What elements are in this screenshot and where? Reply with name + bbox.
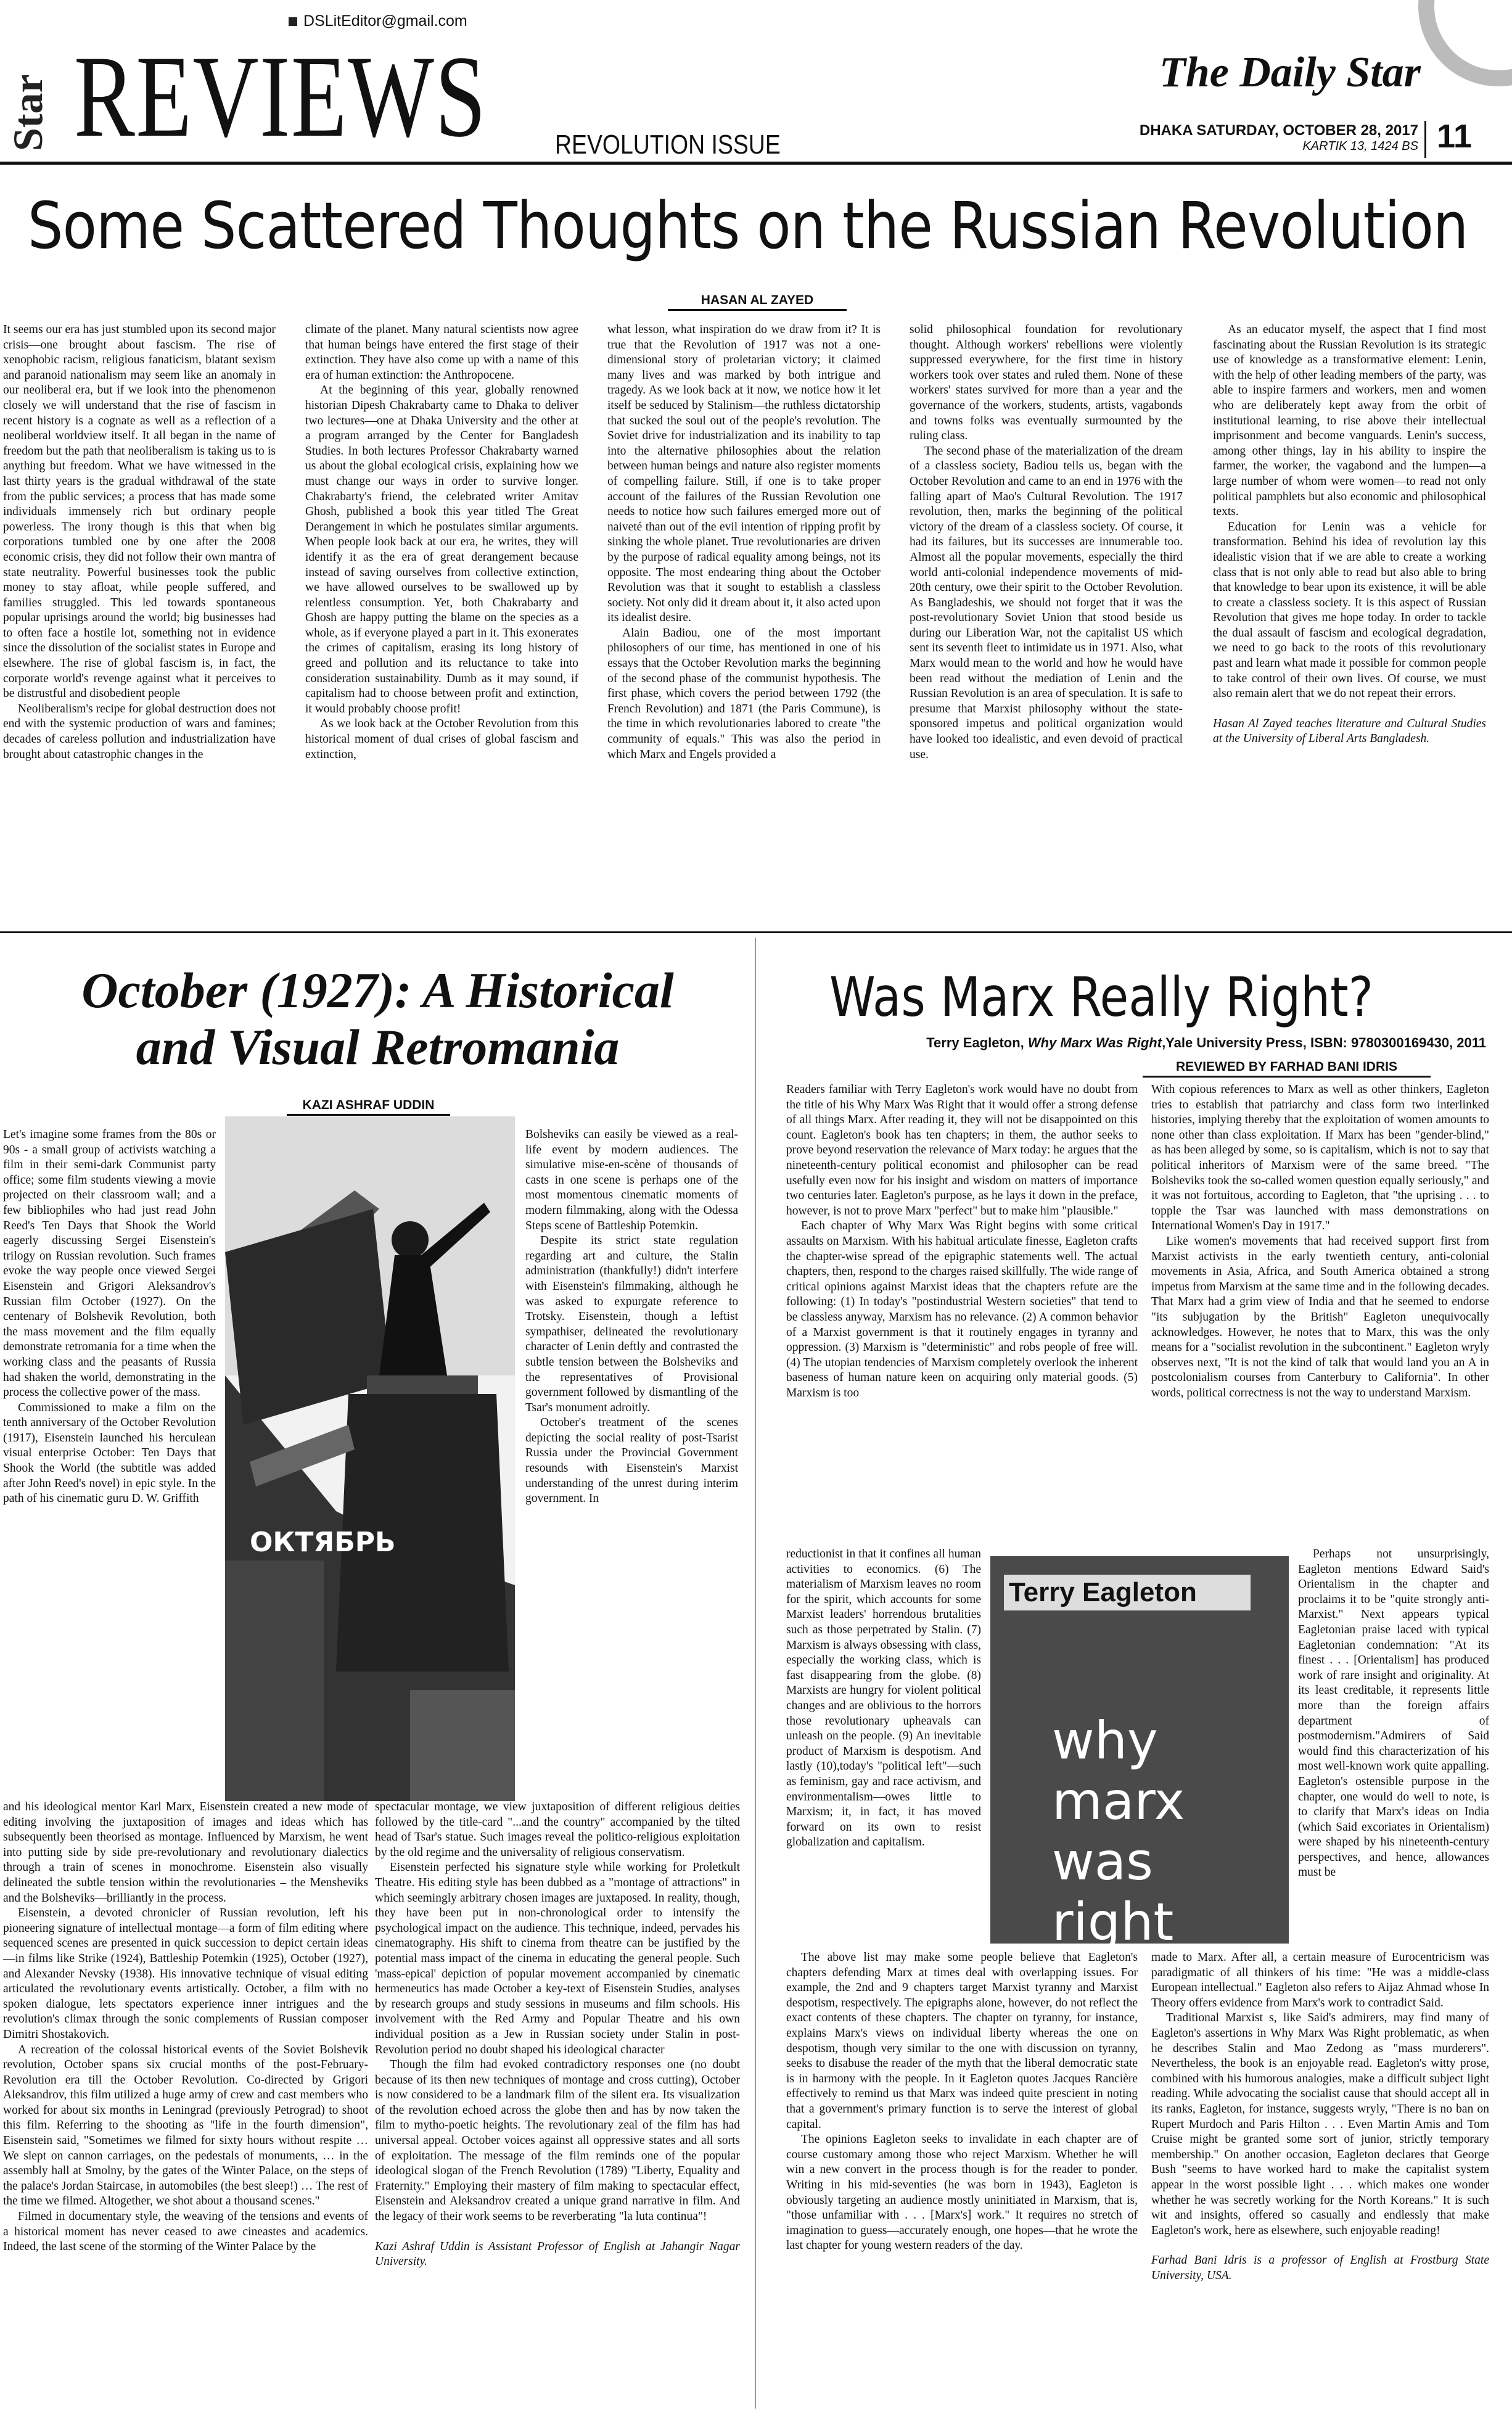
section-title: REVIEWS: [74, 32, 487, 162]
paragraph: The opinions Eagleton seeks to invalidate in each chapter are of course customary among those who reject Marxism. Whether he will win a new convert in the process though is for the reader to ponder. Writing in his mid-seventies (he was born in 1943), Eagleton is obviously targeting an audience mostly uninitiated in Marxism, that is, "those unfamiliar with . . . [Marx's] work." It requires no stretch of imagination to guess—accurately enough, one hopes—that he wrote the last chapter for young western readers of the day.: [786, 2133, 1138, 2253]
author-credit: Farhad Bani Idris is a professor of English at Frostburg State University, USA.: [1151, 2254, 1489, 2282]
poster-title-text: ОКТЯБРЬ: [250, 1527, 396, 1558]
article3-col1-bottom: [786, 1950, 1138, 2254]
paragraph: what lesson, what inspiration do we draw from it? It is true that the Revolution of 1917 was not a one-dimensional story of proletarian victory; it claimed many lives and was marked by both intrigue and tragedy. As we look back at it now, we notice how it let itself be seduced by Stalinism—the ruthless dictatorship that sucked the soul out of the people's revolution. The Soviet drive for industrialization and its inability to tap into the alternative philosophies about the relation between human beings and nature also register moments of compelling failure. Still, if one is to take proper account of the failures of the Russian Revolution one needs to notice how such failures emerged more out of naiveté than out of the evil intention of ripping profit by sinking the whole planet. True revolutionaries are driven by the purpose of radical equality among beings, not its opposite. The most endearing thing about the October Revolution was that it sought to establish a classless society. Not only did it dream about it, it also acted upon its idealist desire.: [607, 323, 881, 625]
author-credit: Kazi Ashraf Uddin is Assistant Professor of English at Jahangir Nagar University.: [375, 2240, 740, 2269]
book-title: Why Marx Was Right: [1027, 1035, 1162, 1050]
paragraph: As an educator myself, the aspect that I find most fascinating about the Russian Revolution is its strategic use of knowledge as a transformative element: Lenin, with the help of other leading members of the party, was able to inspire farmers and workers, men and women who are deliberately kept away from the orbit of institutional learning, to rise above their intellectual imprisonment and become vanguards. Lenin's success, among other things, lay in his ability to inspire the farmer, the worker, the vagabond and the lumpen—a large number of whom were women—to read not only political pamphlets but also economic and philosophical texts.: [1213, 323, 1486, 519]
article1-col4: [910, 323, 1183, 762]
paragraph: Like women's movements that had received support first from Marxist activists in the early twentieth century, anti-colonial movements in Asia, Africa, and South America obtained a strong impetus from Marxism at the same time and in the following decades. That Marx had a grim view of India and that he seemed to endorse "its subjugation by the British" Eagleton unequivocally acknowledges. However, he notes that to Marx, this was the only means for a "socialist revolution in the subcontinent." Eagleton wryly observes next, "It is not the kind of talk that would land you an A in postcolonialism courses from Canterbury to California". In other words, political correctness is not the way to understand Marxism.: [1151, 1234, 1489, 1400]
article2-title-line2: and Visual Retromania: [136, 1019, 620, 1075]
book-cover-author: Terry Eagleton: [1004, 1575, 1251, 1610]
paragraph: The above list may make some people believe that Eagleton's chapters defending Marx at times deal with overlapping issues. For example, the 2nd and 9 chapters target Marxist tyranny and Marxist despotism, respectively. The epigraphs alone, however, do not reflect the exact contents of these chapters. The chapter on tyranny, for instance, explains Marx's views on individual liberty whereas the one on despotism, though very similar to the one with discussion on tyranny, seeks to disabuse the reader of the myth that the liberal democratic state is in harmony with the people. In it Eagleton quotes Jacques Rancière effectively to remind us that Marx was indeed quite prescient in noting that a government's primary function is to serve the interest of global capital.: [786, 1951, 1138, 2131]
article3-col2-bottom: [1151, 1950, 1489, 2283]
article2-byline: KAZI ASHRAF UDDIN: [287, 1098, 450, 1116]
paragraph: Though the film had evoked contradictory responses one (no doubt because of its then new techniques of montage and cross cutting), October is now considered to be a landmark film of the silent era. Its visualization of the revolution echoed across the globe then and has by now taken the film to mytho-poetic heights. The revolutionary zeal of the film has had universal appeal. October voices against all oppressive states and all sorts of exploitation. The message of the film reminds one of the popular ideological slogan of the French Revolution (1789) "Liberty, Equality and Fraternity." Employing their mastery of film making to spectacular effect, Eisenstein and Aleksandrov created a unique grand narrative in film. And the legacy of their work seems to be reverberating "la luta continua"!: [375, 2058, 740, 2224]
article2-col1-top: [3, 1128, 216, 1507]
corner-logo-icon: [1418, 0, 1512, 86]
paragraph: spectacular montage, we view juxtaposition of different religious deities followed by the title-card "...and the country" accompanied by the tilted head of Tsar's statue. Such images reveal the politico-religious exploitation by the old regime and the universality of religious conservatism.: [375, 1800, 740, 1859]
paragraph: A recreation of the colossal historical events of the Soviet Bolshevik revolution, October spans six crucial months of the post-February-Revolution era till the October Revolution. Co-directed by Grigori Aleksandrov, this film utilized a huge army of crew and cast members who worked for about six months in Leningrad (previously Petrograd) to shoot this film. Referring to the shooting as "life in the fourth dimension", Eisenstein said, "Sometimes we filmed for sixty hours without respite … We slept on cannon carriages, on the pedestals of monuments, … in the assembly hall at Smolny, by the gates of the Winter Palace, on the steps of the palace's Jordan Staircase, in automobiles (the best sleep!) … The rest of the time we filmed. Altogether, we shot about a thousand scenes.": [3, 2043, 368, 2208]
issue-label: REVOLUTION ISSUE: [555, 130, 781, 160]
email-text: DSLitEditor@gmail.com: [303, 12, 467, 30]
paragraph: climate of the planet. Many natural scientists now agree that human beings have entered the first stage of their extinction. They have also come up with a name of this era of human extinction: the Anthropocene.: [305, 323, 578, 382]
book-details: [771, 1035, 1486, 1051]
paragraph: At the beginning of this year, globally renowned historian Dipesh Chakrabarty came to Dhaka to deliver two lectures—one at Dhaka University and the other at a program arranged by the Center for Bangladesh Studies. In both lectures Professor Chakrabarty warned us about the global ecological crisis, explaining how we must change our ways in order to survive longer. Chakrabarty's friend, the celebrated writer Amitav Ghosh, published a book this year titled The Great Derangement in which he postulates similar arguments. When people look back at our era, he writes, they will identify it as the era of great derangement because instead of saving ourselves from collective extinction, we have allowed ourselves to be swallowed up by relentless consumption. Yet, both Chakrabarty and Ghosh are happy putting the blame on the species as a whole, as if everyone played a part in it. This exonerates the crimes of capitalism, erasing its long history of greed and pollution and its reluctance to take into consideration sustainability. Dumb as it may sound, if capitalism had to choose between profit and extinction, it would probably choose profit!: [305, 384, 578, 715]
paragraph: Perhaps not unsurprisingly, Eagleton mentions Edward Said's Orientalism in the chapter and proclaims it to be "quite strongly anti-Marxist." Next appears typical Eagletonian praise laced with typical Eagletonian condemnation: "At its finest . . . [Orientalism] has produced work of rare insight and originality. At its least creditable, it represents little more than the foreign affairs department of postmodernism."Admirers of Said would find this characterization of his most well-known work quite appalling. Eagleton's ostensible purpose in the chapter, one would do well to note, is to clarify that Marx's ideas on India (which Said excoriates in Orientalism) were shaped by his nineteenth-century perspectives, and hence, allowances must be: [1298, 1548, 1489, 1879]
article1-title: Some Scattered Thoughts on the Russian Revolution: [28, 188, 1468, 263]
article1-col2: [305, 323, 578, 762]
paragraph: The second phase of the materialization of the dream of a classless society, Badiou tells us, began with the October Revolution and came to an end in 1976 with the falling apart of Mao's Cultural Revolution. The 1917 revolution, then, marks the beginning of the political victory of the dream of a classless society. Of course, it had its failures, but its successes are innumerable too. Almost all the popular movements, especially the third world anti-colonial independence movements of mid-20th century, owe their spirit to the October Revolution. As Bangladeshis, we should not forget that it was the post-revolutionary Soviet Union that stood beside us during our Liberation War, not the capitalist US which sent its seventh fleet to intimidate us in 1971. Also, what Marx would mean to the world and how he would have been read without the mediation of Lenin and the Russian Revolution is an area of speculation. It is safe to presume that Marxist philosophy without the state-sponsored impetus and political organization would have looked too idealistic, and even devoid of practical use.: [910, 444, 1183, 761]
column-divider: [755, 938, 756, 2409]
paragraph: With copious references to Marx as well as other thinkers, Eagleton tries to establish that patriarchy and class form two interlinked histories, implying thereby that the exploitation of women amounts to none other than class exploitation. If Marx has been "gender-blind," as has been alleged by some, so is capitalism, which is not to say that political inheritors of Marxism were of the same breed. "The Bolsheviks took the so-called women question equally seriously," and it was not fortuitous, according to Eagleton, that "the uprising . . . to topple the Tsar was launched with mass demonstrations on International Women's Day in 1917.": [1151, 1083, 1489, 1233]
paragraph: Despite its strict state regulation regarding art and culture, the Stalin administration (thankfully!) didn't interfere with Eisenstein's filmmaking, although he was asked to expurgate reference to Trotsky. Eisenstein, though a leftist sympathiser, delineated the revolutionary character of Lenin deftly and contrasted the subtle tension between the Bolsheviks and the representatives of Provisional government followed by dismantling of the Tsar's monument adroitly.: [525, 1234, 738, 1414]
poster-illustration: [225, 1116, 515, 1801]
october-film-poster: [225, 1116, 515, 1801]
article1-byline: HASAN AL ZAYED: [668, 293, 847, 311]
paragraph: Traditional Marxist s, like Said's admirers, may find many of Eagleton's assertions in Why Marx Was Right problematic, as when he describes Stalin and Mao Zedong as "mass murderers". Nevertheless, the book is an enjoyable read. Eagleton's witty prose, combined with his humorous analogies, make a difficult subject light reading. While advocating the socialist cause that should accept all in its ranks, Eagleton, for instance, suggests wryly, "There is no ban on Rupert Murdoch and Paris Hilton . . . Even Martin Amis and Tom Cruise might be granted some sort of junior, strictly temporary membership." On another occasion, Eagleton declares that George Bush "seems to have worked hard to make the capitalist system appear in the worst possible light . . . which makes one wonder whether he was secretly working for the North Koreans." It is such wit and insights, offered so casually and endlessly that make Eagleton's work, here as elsewhere, such enjoyable reading!: [1151, 2011, 1489, 2237]
section-divider: [0, 931, 1512, 933]
article2-col2-top: [525, 1128, 738, 1507]
paragraph: Each chapter of Why Marx Was Right begins with some critical assaults on Marxism. With his habitual articulate finesse, Eagleton crafts the chapter-wise spread of the epigraphic statements well. The actual chapters, then, respond to the charges raised skillfully. The wide range of critical opinions against Marxist ideas that the chapters refute are the following: (1) In today's "postindustrial Western societies" that tend to be classless anyway, Marxism has no relevance. (2) A common behavior of a Marxist government is that it routinely engages in tyranny and oppression. (3) Marxism is "deterministic" and robs people of free will. (4) The utopian tendencies of Marxism completely overlook the inherent baseness of human nature keen on acquiring only material goods. (5) Marxism is too: [786, 1219, 1138, 1400]
email-contact[interactable]: [289, 12, 467, 30]
paragraph: Commissioned to make a film on the tenth anniversary of the October Revolution (1917), Eisenstein launched his herculean visual enterprise October: Ten Days that Shook the World (the subtitle was added after John Reed's novel) in epic style. In the path of his cinematic guru D. W. Griffith: [3, 1401, 216, 1506]
paragraph: solid philosophical foundation for revolutionary thought. Although workers' rebellions were violently suppressed everywhere, for the first time in history workers took over states and ruled them. None of these workers' states survived for more than a year and the governance of the workers, students, artists, vagabonds and towns folks was eventually surmounted by the ruling class.: [910, 323, 1183, 443]
page-number: 11: [1437, 118, 1473, 155]
article2-title-line1: October (1927): A Historical: [81, 962, 674, 1018]
paragraph: Readers familiar with Terry Eagleton's work would have no doubt from the title of his Why Marx Was Right that it would offer a strong defense of all things Marx. After reading it, they will not be disappointed on this count. Eagleton's book has ten chapters; in them, the author seeks to prove beyond reservation the relevance of Marx today: he argues that the nineteenth-century political economist and philosopher can be read usefully even now for his insight and wisdom on matters of importance two centuries later. Eagleton's purpose, as he lays it down in the preface, however, is not to prove Marx "perfect" but to make him "plausible.": [786, 1083, 1138, 1218]
paper-name: The Daily Star: [1159, 49, 1421, 96]
masthead-rule: [0, 162, 1512, 165]
bangla-date: KARTIK 13, 1424 BS: [1302, 139, 1418, 153]
article3-col1-top: [786, 1082, 1138, 1401]
article1-col1: [3, 323, 276, 762]
paragraph: Education for Lenin was a vehicle for transformation. Behind his idea of revolution lay this idealistic vision that if we are able to create a working class that is not only able to read but also able to bring that knowledge to bear upon its existence, it will be able to create a classless society. It is this aspect of Russian Revolution that gives me hope today. In order to tackle the dual assault of fascism and ecological degradation, we need to go back to the roots of this revolutionary past and learn what made it possible for common people to take control of their own lives. Of course, we must also remain alert that we do not repeat their errors.: [1213, 520, 1486, 701]
paragraph: Alain Badiou, one of the most important philosophers of our time, has mentioned in one of his essays that the October Revolution marks the beginning of the second phase of the communist hypothesis. The first phase, which covers the period between 1792 (the French Revolution) and 1871 (the Paris Commune), is the time in which revolutionaries labored to create "the community of equals." This was also the period in which Marx and Engels provided a: [607, 626, 881, 761]
book-author: Terry Eagleton,: [926, 1035, 1028, 1050]
email-icon: [289, 17, 297, 26]
article3-col2-mid: [1298, 1547, 1489, 1881]
book-cover-title: why marx was right: [1052, 1710, 1185, 1952]
book-cover-image: [990, 1556, 1289, 1952]
article2-col2-bottom: [375, 1800, 740, 2270]
article3-col1-mid: [786, 1547, 981, 1850]
article3-byline: REVIEWED BY FARHAD BANI IDRIS: [1143, 1060, 1431, 1078]
paragraph: Eisenstein, a devoted chronicler of Russian revolution, left his pioneering signature of intellectual montage—a form of film editing where sequenced scenes are presented in quick succession to depict certain ideas—in films like Strike (1924), Battleship Potemkin (1925), October (1927), and Alexander Nevsky (1938). His innovative technique of visual editing articulated the revolutionary events artistically. October, a film with no spoken dialogue, lets spectators experience inner intrigues and the revolution's climax through the sonic complements of Russian composer Dimitri Shostakovich.: [3, 1907, 368, 2041]
paragraph: Neoliberalism's recipe for global destruction does not end with the systemic production of wars and famines; decades of careless pollution and industrialization have brought about catastrophic changes in the: [3, 702, 276, 761]
paragraph: October's treatment of the scenes depicting the social reality of post-Tsarist Russia under the Provincial Government resounds with Eisenstein's Marxist understanding of the unrest during interim government. In: [525, 1416, 738, 1506]
paragraph: Let's imagine some frames from the 80s or 90s - a small group of activists watching a film in their semi-dark Communist party office; some film students viewing a movie projected on their classroom wall; and a few bibliophiles who had just read John Reed's Ten Days that Shook the World eagerly discussing Sergei Eisenstein's trilogy on Russian revolution. Such frames evoke the way people once viewed Sergei Eisenstein and Grigori Aleksandrov's Russian film October (1927). On the centenary of Bolshevik Revolution, both the mass movement and the film equally demonstrate retromania for a time when the working class and the peasants of Russia had shaken the world, demonstrating in the process the collective power of the mass.: [3, 1128, 216, 1400]
article2-col1-bottom: [3, 1800, 368, 2255]
article1-col5: [1213, 323, 1486, 747]
article2-title: [0, 962, 755, 1076]
author-credit: Hasan Al Zayed teaches literature and Cultural Studies at the University of Liberal Arts Bangladesh.: [1213, 717, 1486, 746]
paragraph: Eisenstein perfected his signature style while working for Proletkult Theatre. His editing style has been dubbed as a "montage of attractions" in which seemingly arbitrary chosen images are juxtaposed. In reality, though, they have been put in non-chronological order to intensify the psychological impact on the audience. This technique, indeed, pervades his cinematography. His shift to cinema from theatre can be justified by the potential mass impact of the cinema in educating the general people. Such 'mass-epical' depiction of popular movement accompanied by cinematic hermeneutics has made October a key-text of Eisenstein Studies, analyses by research groups and study sessions in museums and film schools. His involvement with the Red Army and Popular Theatre and his own individual position as a Jew in Russian society under Stalin in post-Revolution period no doubt shaped his ideological character: [375, 1861, 740, 2056]
paragraph: Filmed in documentary style, the weaving of the tensions and events of a historical moment has never ceased to awe cineastes and academics. Indeed, the last scene of the storming of the Winter Palace by the: [3, 2210, 368, 2254]
article3-title: Was Marx Really Right?: [829, 965, 1373, 1029]
paragraph: reductionist in that it confines all human activities to economics. (6) The materialism of Marxism leaves no room for the spirit, which accounts for some Marxist leaders' horrendous brutalities such as those perpetrated by Stalin. (7) Marxism is always obsessing with class, especially the working class, which is fast disappearing from the globe. (8) Marxists are hungry for violent political changes and are oblivious to the horrors those revolutionary upheavals can unleash on the people. (9) An inevitable product of Marxism is despotism. And lastly (10),today's "political left"—such as feminism, gay and race activism, and environmentalism—owes little to Marxism; it, in fact, it has moved forward on its own to resist globalization and capitalism.: [786, 1548, 981, 1849]
dateline: DHAKA SATURDAY, OCTOBER 28, 2017: [1139, 122, 1418, 139]
book-publisher: ,Yale University Press, ISBN: 9780300169430, 2011: [1162, 1035, 1486, 1050]
article1-col3: [607, 323, 881, 762]
paragraph: made to Marx. After all, a certain measure of Eurocentricism was paradigmatic of all thinkers of his time: "He was a middle-class European intellectual." Eagleton also refers to Aijaz Ahmad whose In Theory offers evidence from Marx's work to contradict Said.: [1151, 1951, 1489, 2010]
paragraph: Bolsheviks can easily be viewed as a real-life event by modern audiences. The simulative mise-en-scène of thousands of casts in one scene is perhaps one of the most momentous cinematic moments of modern filmmaking, along with the Odessa Steps scene of Battleship Potemkin.: [525, 1128, 738, 1232]
side-star-logo: Star: [4, 74, 51, 151]
paragraph: It seems our era has just stumbled upon its second major crisis—one brought about fascism. The rise of xenophobic racism, religious fanaticism, blatant sexism and paranoid nationalism may seem like an anomaly in our neoliberal era, but if we look into the phenomenon closely we will understand that the rise of fascism in recent history is a cognate as well as a reflection of a neoliberal worldview itself. It all began in the name of freedom but the path that neoliberalism is taking us to is anything but freedom. What we have witnessed in the last thirty years is the gradual withdrawal of the state from the public services; a process that has made some individuals immensely rich but ordinary people powerless. The irony though is this that when big corporations tumbled one by one after the 2008 economic crisis, they did not follow their own mantra of state neutrality. Powerful businesses took the public money to stay afloat, while people suffered, and families struggled. This led towards spontaneous popular uprisings around the world; big businesses had to often face a hostile lot, something not in evidence since the dissolution of the socialist states in Europe and elsewhere. The rise of global fascism is, in fact, the corporate world's revenge against what it perceives to be distrustful and disobedient people: [3, 323, 276, 701]
paragraph: As we look back at the October Revolution from this historical moment of dual crises of global fascism and extinction,: [305, 717, 578, 761]
page-number-divider: [1424, 121, 1426, 158]
article3-col2-top: [1151, 1082, 1489, 1401]
paragraph: and his ideological mentor Karl Marx, Eisenstein created a new mode of editing involving the juxtaposition of images and ideas which has subsequently been theorised as montage. Influenced by Marxism, he went into putting side by side pre-revolutionary and revolutionary dialectics through a train of scenes in monochrome. Eisenstein also visually delineated the subtle tension within the revolutionaries – the Mensheviks and the Bolsheviks—brilliantly in the process.: [3, 1800, 368, 1905]
